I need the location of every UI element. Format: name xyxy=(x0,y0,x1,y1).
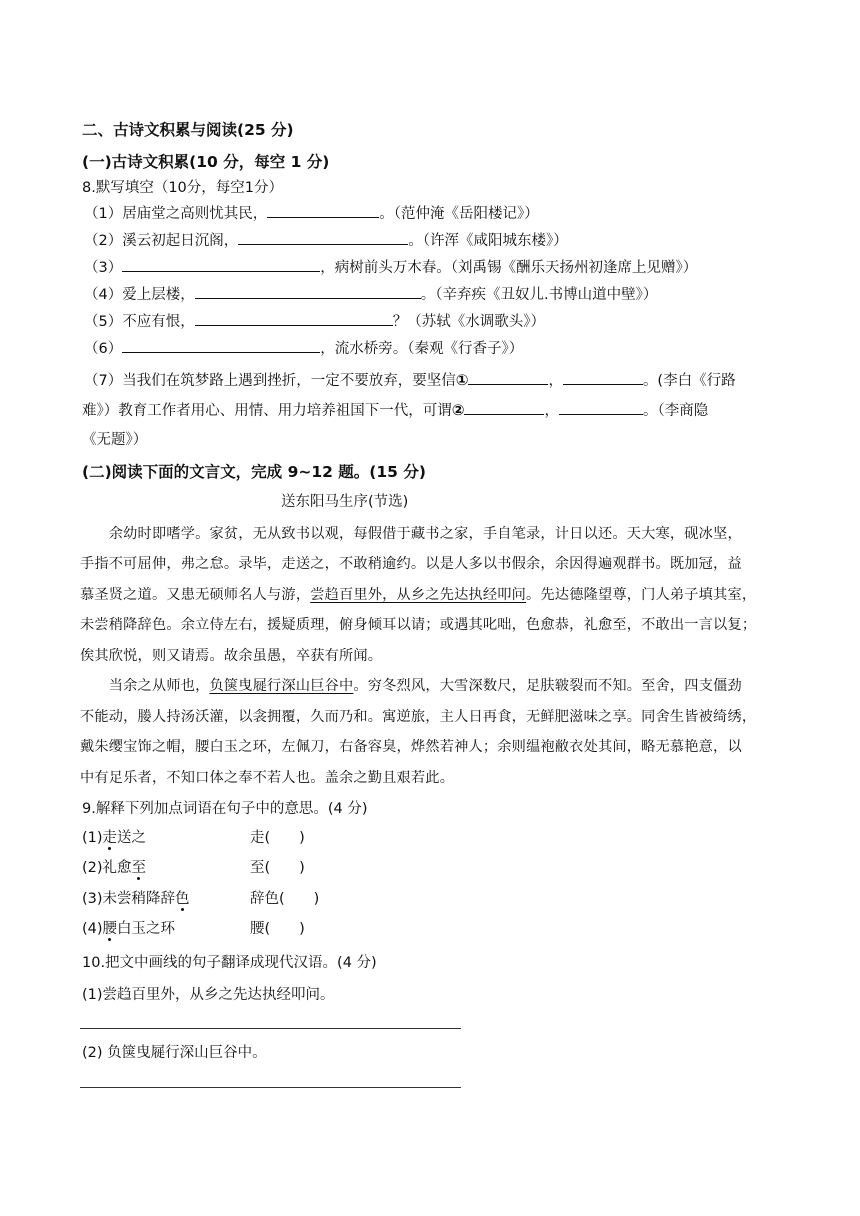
answer-line[interactable] xyxy=(80,1028,461,1029)
section-heading: 二、古诗文积累与阅读(25 分) xyxy=(82,121,294,139)
q9-gloss-1[interactable]: 走( ) xyxy=(250,830,305,846)
q10-item-2: (2) 负箧曳屣行深山巨谷中。 xyxy=(82,1045,267,1061)
q8-item-7-line3: 《无题》） xyxy=(82,432,148,448)
underlined-sentence-2: 负箧曳屣行深山巨谷中 xyxy=(209,678,354,694)
passage-line: 余幼时即嗜学。家贫，无从致书以观，每假借于藏书之家，手自笔录，计日以还。天大寒，砚冰坚， xyxy=(80,526,742,542)
answer-blank[interactable] xyxy=(238,230,408,245)
q8-item-5: （5）不应有恨， ？（苏轼《水调歌头》） xyxy=(84,310,545,331)
answer-blank[interactable] xyxy=(464,400,544,415)
answer-blank[interactable] xyxy=(267,203,379,218)
part1-heading: (一)古诗文积累(10 分，每空 1 分) xyxy=(82,153,330,171)
q9-gloss-3[interactable]: 辞色( ) xyxy=(250,891,320,907)
circle-number-2: ② xyxy=(451,401,465,419)
part2-heading: (二)阅读下面的文言文，完成 9~12 题。(15 分) xyxy=(82,463,426,481)
answer-blank[interactable] xyxy=(563,370,643,385)
passage-line: 手指不可屈伸，弗之怠。录毕，走送之，不敢稍逾约。以是人多以书假余，余因得遍观群书。既加冠，益 xyxy=(80,556,742,572)
passage-line: 不能动，媵人持汤沃灌，以衾拥覆，久而乃和。寓逆旅，主人日再食，无鲜肥滋味之享。同舍生皆被绮绣， xyxy=(80,709,757,725)
answer-line[interactable] xyxy=(80,1087,461,1088)
q8-item-7-line2: 难》）教育工作者用心、用情、用力培养祖国下一代，可谓② ， 。（李商隐 xyxy=(82,401,709,419)
passage-line: 中有足乐者，不知口体之奉不若人也。盖余之勤且艰若此。 xyxy=(80,770,455,786)
q8-item-1: （1）居庙堂之高则忧其民， 。（范仲淹《岳阳楼记》） xyxy=(84,202,539,223)
q9-item-1: (1)走送之 xyxy=(82,830,147,846)
underlined-sentence-1: 尝趋百里外，从乡之先达执经叩问 xyxy=(310,587,527,603)
q8-item-2: （2）溪云初起日沉阁， 。（许浑《咸阳城东楼》） xyxy=(84,229,568,250)
passage-line: 未尝稍降辞色。余立侍左右，援疑质理，俯身倾耳以请；或遇其叱咄，色愈恭，礼愈至，不敢出一言以复； xyxy=(80,617,757,633)
q10-item-1: (1)尝趋百里外，从乡之先达执经叩问。 xyxy=(82,987,335,1003)
answer-blank[interactable] xyxy=(468,370,548,385)
answer-blank[interactable] xyxy=(195,311,393,326)
circle-number-1: ① xyxy=(455,371,469,389)
q9-gloss-2[interactable]: 至( ) xyxy=(250,860,305,876)
passage-line: 慕圣贤之道。又患无硕师名人与游，尝趋百里外，从乡之先达执经叩问。先达德隆望尊，门人弟子填其室， xyxy=(80,587,757,603)
q10-stem: 10.把文中画线的句子翻译成现代汉语。(4 分) xyxy=(82,955,377,971)
q8-item-3: （3） ，病树前头万木春。（刘禹锡《酬乐天扬州初逢席上见赠》） xyxy=(84,256,697,277)
q9-stem: 9.解释下列加点词语在句子中的意思。(4 分) xyxy=(82,801,368,817)
answer-blank[interactable] xyxy=(559,400,643,415)
q9-item-4: (4)腰白玉之环 xyxy=(82,921,176,937)
q9-item-2: (2)礼愈至 xyxy=(82,860,147,876)
q8-stem: 8.默写填空（10分，每空1分） xyxy=(82,180,284,196)
answer-blank[interactable] xyxy=(122,338,320,353)
q9-item-3: (3)未尝稍降辞色 xyxy=(82,891,190,907)
q9-gloss-4[interactable]: 腰( ) xyxy=(250,921,305,937)
answer-blank[interactable] xyxy=(122,257,320,272)
passage-line: 戴朱缨宝饰之帽，腰白玉之环，左佩刀，右备容臭，烨然若神人；余则缊袍敝衣处其间，略无慕艳意，以 xyxy=(80,739,742,755)
passage-line: 当余之从师也，负箧曳屣行深山巨谷中。穷冬烈风，大雪深数尺，足肤皲裂而不知。至舍，四支僵劲 xyxy=(80,678,742,694)
q8-item-7-line1: （7）当我们在筑梦路上遇到挫折，一定不要放弃，要坚信① ， 。(李白《行路 xyxy=(84,371,736,389)
passage-title: 送东阳马生序(节选) xyxy=(281,494,409,510)
q8-item-6: （6） ，流水桥旁。（秦观《行香子》） xyxy=(84,337,523,358)
passage-line: 俟其欣悦，则又请焉。故余虽愚，卒获有所闻。 xyxy=(80,648,383,664)
q8-item-4: （4）爱上层楼， 。（辛弃疾《丑奴儿.书博山道中壁》） xyxy=(84,283,657,304)
answer-blank[interactable] xyxy=(195,284,421,299)
